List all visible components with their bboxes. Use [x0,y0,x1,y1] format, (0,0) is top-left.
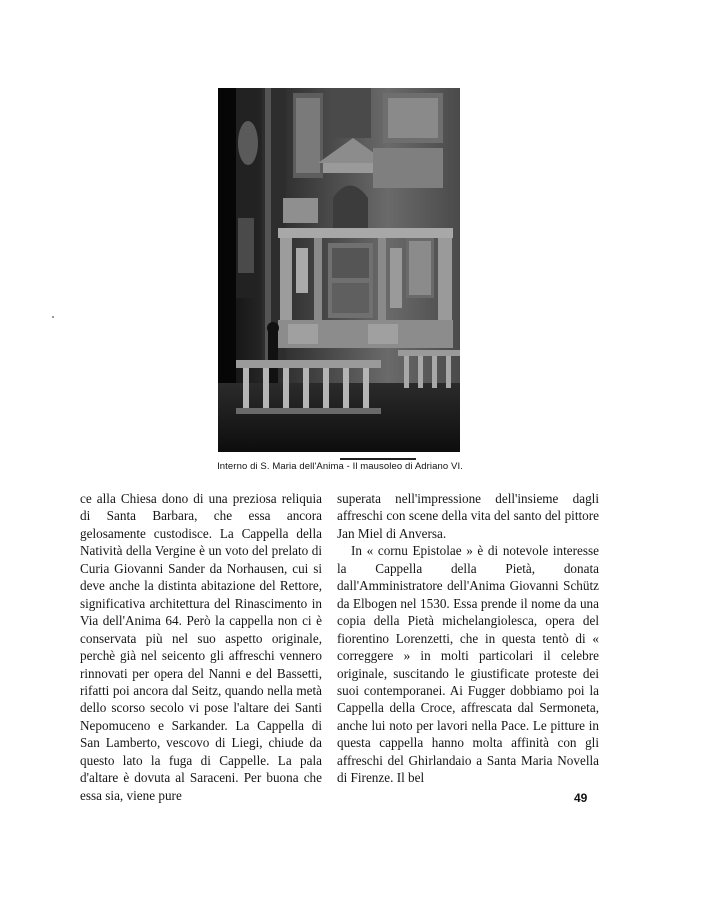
speck [52,316,54,318]
left-paragraph-1: ce alla Chiesa dono di una preziosa reliquia di Santa Barbara, che essa ancora gelosamente custodisce. La Cappella della Natività della Vergine è un voto del prelato di Curia Giovanni Sander da Norhausen, cui si deve anche la distinta abitazione del Rettore, significativa architettura del Rinascimento in Via dell'Anima 64. Però la cappella non ci è conservata più nel suo aspetto originale, perchè già nel seicento gli affreschi vennero rinnovati per opera del Nanni e del Bassetti, rifatti poi ancora dal Seitz, quando nella metà dello scorso secolo vi pose l'altare dei Santi Nepomuceno e Sarkander. La Cappella di San Lamberto, vescovo di Liegi, chiude da questo lato la fuga di Cappelle. La pala d'altare è dovuta al Saraceni. Per buona che essa sia, viene pure [80,491,322,803]
right-paragraph-1: superata nell'impressione dell'insieme dagli affreschi con scene della vita del santo del pittore Jan Miel di Anversa. [337,491,599,541]
left-column [80,490,322,804]
page-number: 49 [574,791,588,805]
right-column [337,490,599,787]
photo-illustration [218,88,460,452]
caption-rule [340,458,416,460]
interior-photograph [218,88,460,452]
figure-caption: Interno di S. Maria dell'Anima - Il mausoleo di Adriano VI. [217,461,463,472]
right-paragraph-2: In « cornu Epistolae » è di notevole interesse la Cappella della Pietà, donata dall'Amministratore dell'Anima Giovanni Schütz da Elbogen nel 1530. Essa prende il nome da una copia della Pietà michelangiolesca, opera del fiorentino Lorenzetti, che in questa tentò di « correggere » in molti particolari il celebre originale, suscitando le giustificate proteste dei suoi contemporanei. Ai Fugger dobbiamo poi la Cappella della Croce, affrescata dal Sermoneta, anche lui noto per lavori nella Pace. Le pitture in questa cappella hanno molta affinità con gli affreschi del Ghirlandaio a Santa Maria Novella di Firenze. Il bel [337,543,599,786]
